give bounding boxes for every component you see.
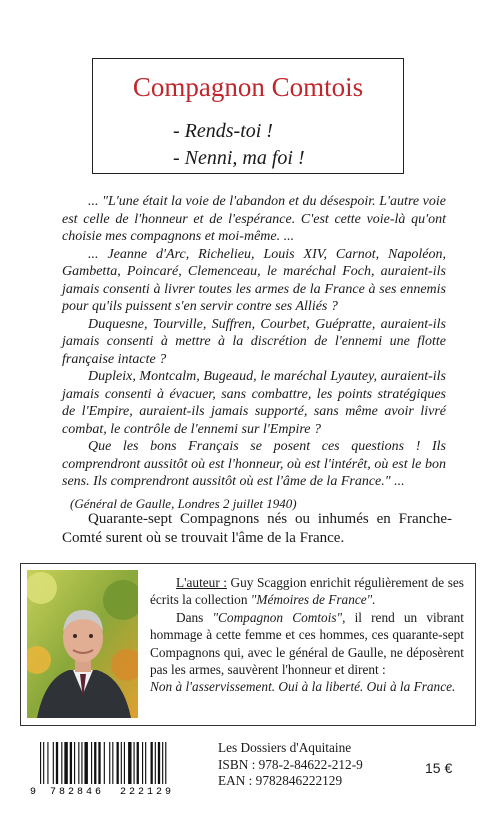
subtitle-line-2: - Nenni, ma foi !	[173, 147, 305, 169]
barcode-bar	[124, 742, 125, 784]
barcode-bar	[40, 742, 41, 784]
barcode-bar	[84, 742, 87, 784]
author-text-part: , il rend un vibrant hommage à cette femme et ces hommes, ces quarante-sept Compagnons qui, avec le général de Gaulle, ne déposèrent pas les armes, sauvèrent l'honneur et dirent :	[150, 609, 464, 678]
book-title: Compagnon Comtois	[132, 72, 364, 102]
author-box	[20, 563, 476, 726]
title-box	[92, 58, 404, 174]
isbn: ISBN : 978-2-84622-212-9	[218, 756, 363, 772]
publisher-name: Les Dossiers d'Aquitaine	[218, 740, 352, 755]
barcode-bar	[142, 742, 143, 784]
author-label: L'auteur :	[176, 575, 227, 590]
barcode-bar	[74, 742, 75, 784]
author-text-part: Dans	[176, 609, 213, 625]
publisher-info	[218, 740, 378, 790]
barcode-bar	[43, 742, 44, 784]
barcode-bar	[104, 742, 105, 784]
price: 15 €	[425, 760, 453, 776]
barcode-bar	[56, 742, 58, 784]
barcode-bar	[70, 742, 72, 784]
barcode-bar	[94, 742, 96, 784]
barcode-bar	[117, 742, 119, 784]
author-bio-text: Guy Scaggion enrichit régulièrement de ses écrits la collection	[150, 575, 464, 608]
author-bio	[150, 574, 464, 696]
barcode-bar	[112, 742, 113, 784]
intro-text: Quarante-sept Compagnons nés ou inhumés en Franche-Comté surent où se trouvait l'âme de la France.	[62, 511, 452, 546]
author-portrait-image	[27, 570, 138, 718]
quote-source: (Général de Gaulle, Londres 2 juillet 1940)	[70, 495, 297, 511]
de-gaulle-quote	[62, 193, 446, 512]
barcode-bar	[61, 742, 62, 784]
barcode-bar	[64, 742, 67, 784]
barcode-digits-left: 782846	[50, 787, 105, 796]
barcode-bar	[162, 742, 163, 784]
barcode-bar	[158, 742, 160, 784]
barcode-bar	[91, 742, 92, 784]
barcode-bar	[134, 742, 135, 784]
quote-paragraph: ... Jeanne d'Arc, Richelieu, Louis XIV, Carnot, Napoléon, Gambetta, Poincaré, Clemenceau, le maréchal Foch, auraient-ils jamais consenti à livrer toutes les armes de la France à ses ennemis pour qu'ils puissent s'en servir contre ses Alliés ?	[62, 246, 446, 314]
barcode-bar	[165, 742, 166, 784]
author-photo	[27, 570, 138, 718]
author-paragraph	[150, 574, 464, 609]
barcode-bar	[151, 742, 153, 784]
barcode-bar	[121, 742, 122, 784]
barcode-bar	[137, 742, 139, 784]
ean: EAN : 9782846222129	[218, 773, 343, 788]
quote-paragraph: Que les bons Français se posent ces questions ! Ils comprendront aussitôt où est l'honneur, où est l'intérêt, où est le bon sens. Ils comprendront aussitôt où est l'âme de la France." ...	[62, 439, 446, 489]
author-motto: Non à l'asservissement. Oui à la liberté. Oui à la France.	[150, 679, 456, 695]
barcode-bar	[128, 742, 131, 784]
barcode-bar	[109, 742, 110, 784]
barcode-bar	[81, 742, 82, 784]
collection-name: "Mémoires de France".	[250, 592, 376, 608]
barcode-bar	[53, 742, 54, 784]
quote-paragraph: Duquesne, Tourville, Suffren, Courbet, Guépratte, auraient-ils jamais consenti à mettre à la discrétion de l'ennemi une flotte française intacte ?	[62, 316, 446, 367]
barcode-bar	[78, 742, 79, 784]
quote-paragraph: ... "L'une était la voie de l'abandon et du désespoir. L'autre voie est celle de l'honneur et de l'espérance. C'est cette voie-là qu'ont choisie mes compagnons et moi-même. ...	[62, 194, 446, 244]
author-paragraph	[150, 609, 464, 679]
barcode-bar	[47, 742, 48, 784]
quote-paragraph: Dupleix, Montcalm, Bugeaud, le maréchal Lyautey, auraient-ils jamais consenti à évacuer, sans combattre, les points stratégiques de l'Empire, auraient-ils jamais supporté, sans même avoir livré combat, le contrôle de l'ennemi sur l'Empire ?	[62, 369, 446, 437]
subtitle-line-1: - Rends-toi !	[173, 120, 273, 142]
barcode-digit-first: 9	[30, 787, 37, 796]
barcode-bar	[155, 742, 156, 784]
book-name: "Compagnon Comtois"	[212, 609, 343, 625]
barcode	[28, 741, 194, 796]
barcode-digits-right: 222129	[120, 787, 175, 796]
barcode-bar	[145, 742, 146, 784]
barcode-bars	[28, 741, 194, 796]
barcode-bar	[98, 742, 100, 784]
